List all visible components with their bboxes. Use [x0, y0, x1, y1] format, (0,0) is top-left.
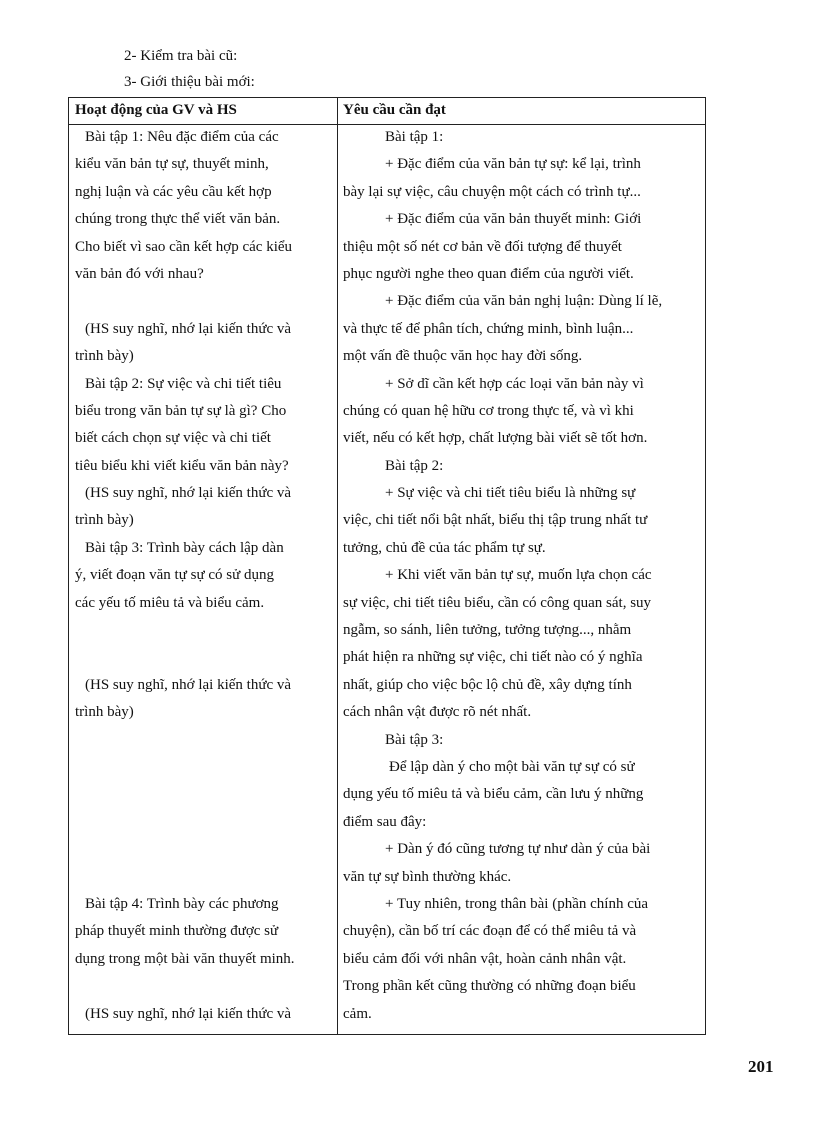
left-line: trình bày): [75, 704, 134, 721]
left-line: nghị luận và các yêu cầu kết hợp: [75, 183, 272, 200]
left-line: biểu trong văn bản tự sự là gì? Cho: [75, 402, 287, 419]
left-line: tiêu biểu khi viết kiểu văn bản này?: [75, 457, 289, 474]
right-line: phục người nghe theo quan điểm của người viết.: [343, 265, 634, 282]
left-line: [75, 617, 331, 644]
right-line: biểu cảm đối với nhân vật, hoàn cảnh nhân vật.: [343, 950, 627, 967]
left-line: ý, viết đoạn văn tự sự có sử dụng: [75, 567, 274, 584]
right-line: và thực tế để phân tích, chứng minh, bình luận...: [343, 320, 634, 337]
left-line: Bài tập 2: Sự việc và chi tiết tiêu: [85, 375, 282, 392]
right-line: tưởng, chủ đề của tác phẩm tự sự.: [343, 539, 546, 556]
right-line: thiệu một số nét cơ bản về đối tượng để thuyết: [343, 238, 622, 255]
right-line: + Đặc điểm của văn bản tự sự: kể lại, trình: [385, 156, 641, 173]
header-teacher-student-activity: Hoạt động của GV và HS: [75, 102, 237, 118]
left-line: Bài tập 1: Nêu đặc điểm của các: [85, 129, 279, 145]
right-line: bày lại sự việc, câu chuyện một cách có trình tự...: [343, 183, 641, 200]
right-line: + Sự việc và chi tiết tiêu biểu là những sự: [385, 485, 636, 502]
left-line: văn bản đó với nhau?: [75, 265, 204, 282]
left-line: [75, 836, 331, 863]
left-line: (HS suy nghĩ, nhớ lại kiến thức và: [85, 676, 292, 693]
requirements-column: [343, 124, 703, 1028]
header-requirements: Yêu cầu cần đạt: [343, 102, 446, 118]
left-line: (HS suy nghĩ, nhớ lại kiến thức và: [85, 320, 292, 337]
right-line: + Dàn ý đó cũng tương tự như dàn ý của bài: [385, 841, 651, 858]
left-line: Bài tập 3: Trình bày cách lập dàn: [85, 539, 284, 556]
left-line: [75, 644, 331, 671]
right-line: + Đặc điểm của văn bản nghị luận: Dùng lí lẽ,: [385, 293, 663, 310]
intro-line-review: 2- Kiểm tra bài cũ:: [124, 48, 238, 64]
left-line: [75, 864, 331, 891]
right-line: Bài tập 3:: [385, 731, 444, 748]
left-line: kiểu văn bản tự sự, thuyết minh,: [75, 156, 269, 173]
intro-line-new-lesson: 3- Giới thiệu bài mới:: [124, 74, 255, 90]
left-line: (HS suy nghĩ, nhớ lại kiến thức và: [85, 1005, 292, 1022]
right-line: cách nhân vật được rõ nét nhất.: [343, 704, 532, 721]
right-line: phát hiện ra những sự việc, chi tiết nào có ý nghĩa: [343, 649, 643, 666]
left-line: pháp thuyết minh thường được sử: [75, 923, 279, 940]
right-line: văn tự sự bình thường khác.: [343, 868, 512, 885]
lesson-table: [68, 97, 706, 1035]
right-line: cảm.: [343, 1005, 372, 1022]
page-number: 201: [748, 1057, 774, 1076]
left-line: [75, 754, 331, 781]
right-line: + Sở dĩ cần kết hợp các loại văn bản này vì: [385, 375, 644, 392]
left-line: [75, 809, 331, 836]
left-line: [75, 781, 331, 808]
right-line: dụng yếu tố miêu tả và biểu cảm, cần lưu ý những: [343, 786, 644, 803]
left-line: trình bày): [75, 512, 134, 529]
right-line: một vấn đề thuộc văn học hay đời sống.: [343, 348, 583, 365]
right-line: sự việc, chi tiết tiêu biểu, cần có công quan sát, suy: [343, 594, 652, 611]
right-line: viết, nếu có kết hợp, chất lượng bài viết sẽ tốt hơn.: [343, 430, 648, 447]
left-line: Bài tập 4: Trình bày các phương: [85, 895, 279, 912]
column-divider: [337, 98, 338, 1034]
left-line: trình bày): [75, 348, 134, 365]
right-line: chuyện), cần bố trí các đoạn để có thể miêu tả và: [343, 923, 637, 940]
right-line: + Khi viết văn bản tự sự, muốn lựa chọn các: [385, 567, 652, 584]
right-line: ngẫm, so sánh, liên tưởng, tưởng tượng..., nhằm: [343, 622, 632, 639]
left-line: Cho biết vì sao cần kết hợp các kiểu: [75, 238, 293, 255]
right-line: Trong phần kết cũng thường có những đoạn biểu: [343, 978, 636, 995]
right-line: Bài tập 1:: [385, 129, 444, 145]
right-line: + Tuy nhiên, trong thân bài (phần chính của: [385, 895, 649, 912]
left-line: dụng trong một bài văn thuyết minh.: [75, 950, 295, 967]
right-line: + Đặc điểm của văn bản thuyết minh: Giới: [385, 211, 642, 228]
left-line: biết cách chọn sự việc và chi tiết: [75, 430, 271, 447]
activity-column: [75, 124, 331, 1028]
left-line: các yếu tố miêu tả và biểu cảm.: [75, 594, 265, 611]
left-line: chúng trong thực thể viết văn bản.: [75, 211, 281, 228]
left-line: [75, 727, 331, 754]
left-line: [75, 973, 331, 1000]
left-line: [75, 288, 331, 315]
left-line: (HS suy nghĩ, nhớ lại kiến thức và: [85, 485, 292, 502]
right-line: nhất, giúp cho việc bộc lộ chủ đề, xây dựng tính: [343, 676, 632, 693]
right-line: Bài tập 2:: [385, 457, 444, 474]
right-line: chúng có quan hệ hữu cơ trong thực tế, và vì khi: [343, 402, 634, 419]
right-line: việc, chi tiết nổi bật nhất, biểu thị tập trung nhất tư: [343, 512, 648, 529]
right-line: điểm sau đây:: [343, 813, 427, 830]
right-line: Để lập dàn ý cho một bài văn tự sự có sử: [389, 758, 635, 775]
